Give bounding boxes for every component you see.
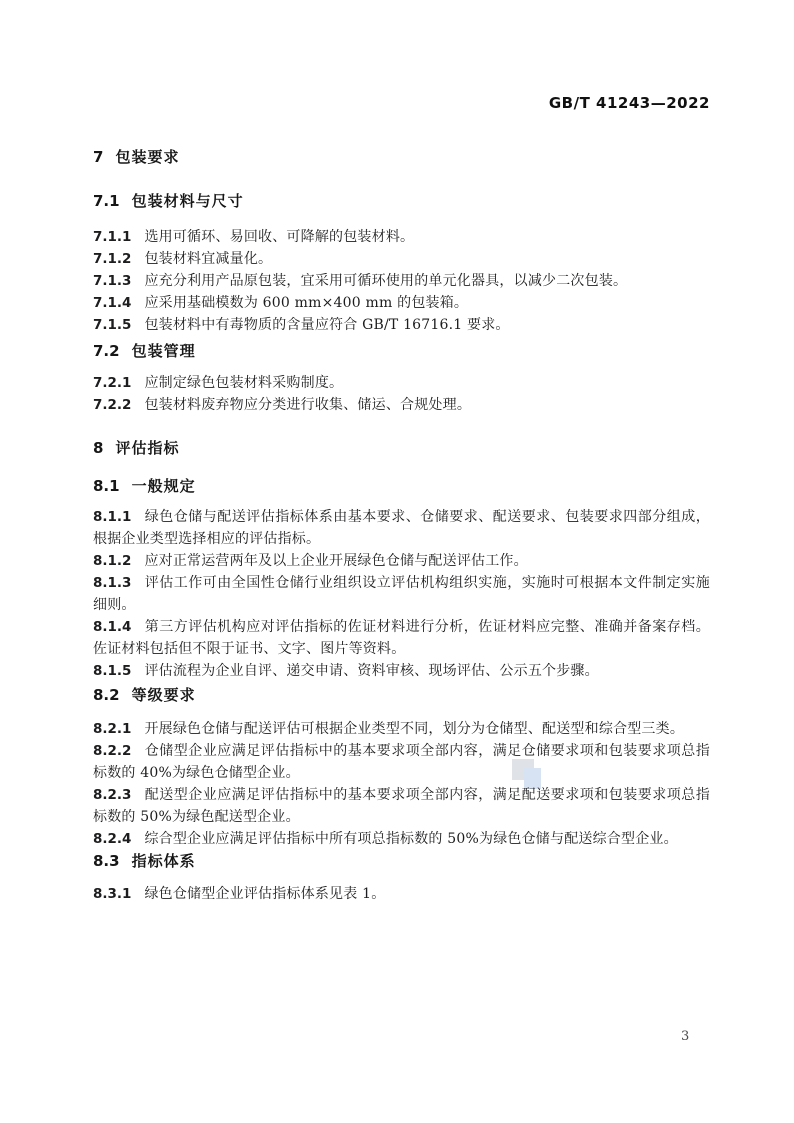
section-heading-8 — [93, 440, 710, 456]
clause-text: 开展绿色仓储与配送评估可根据企业类型不同，划分为仓储型、配送型和综合型三类。 — [144, 721, 685, 737]
section-heading-7-1 — [93, 193, 710, 209]
section-title: 包装要求 — [115, 148, 180, 166]
clause-7-2-1 — [93, 372, 710, 394]
clause-8-1-5 — [93, 660, 710, 682]
clause-7-2-2 — [93, 394, 710, 416]
section-title: 指标体系 — [131, 852, 196, 870]
section-title: 一般规定 — [131, 477, 196, 495]
section-heading-8-3 — [93, 853, 710, 869]
clause-8-3-1 — [93, 883, 710, 905]
clause-text: 仓储型企业应满足评估指标中的基本要求项全部内容，满足仓储要求项和包装要求项总指标数的 40%为绿色仓储型企业。 — [93, 743, 710, 781]
clause-text: 综合型企业应满足评估指标中所有项总指标数的 50%为绿色仓储与配送综合型企业。 — [144, 831, 678, 847]
clause-8-2-2 — [93, 740, 710, 784]
clause-text: 绿色仓储型企业评估指标体系见表 1。 — [144, 886, 386, 902]
clause-number: 8.2.1 — [93, 721, 132, 737]
clause-text: 绿色仓储与配送评估指标体系由基本要求、仓储要求、配送要求、包装要求四部分组成，根据企业类型选择相应的评估指标。 — [93, 509, 710, 547]
section-title: 包装管理 — [131, 342, 196, 360]
section-number: 8.3 — [93, 852, 120, 870]
clause-text: 应对正常运营两年及以上企业开展绿色仓储与配送评估工作。 — [144, 553, 528, 569]
clause-number: 7.1.1 — [93, 229, 132, 245]
section-number: 7.2 — [93, 342, 120, 360]
section-title: 包装材料与尺寸 — [131, 192, 244, 210]
clause-text: 包装材料废弃物应分类进行收集、储运、合规处理。 — [144, 397, 472, 413]
clause-8-1-3 — [93, 572, 710, 616]
section-number: 8 — [93, 439, 104, 457]
section-heading-8-1 — [93, 478, 710, 494]
section-heading-8-2 — [93, 687, 710, 703]
clause-number: 7.1.5 — [93, 317, 132, 333]
clause-number: 8.1.5 — [93, 663, 132, 679]
section-heading-7 — [93, 149, 710, 165]
section-heading-7-2 — [93, 343, 710, 359]
clause-number: 7.2.1 — [93, 375, 132, 391]
page-number: 3 — [681, 1029, 690, 1044]
section-number: 7.1 — [93, 192, 120, 210]
clause-7-1-2 — [93, 248, 710, 270]
section-title: 评估指标 — [115, 439, 180, 457]
clause-number: 7.1.4 — [93, 295, 132, 311]
clause-8-2-4 — [93, 828, 710, 850]
clause-number: 7.2.2 — [93, 397, 132, 413]
clause-7-1-1 — [93, 226, 710, 248]
clause-number: 8.2.3 — [93, 787, 132, 803]
clause-number: 8.1.3 — [93, 575, 132, 591]
section-number: 8.2 — [93, 686, 120, 704]
section-number: 7 — [93, 148, 104, 166]
clause-number: 8.1.1 — [93, 509, 132, 525]
clause-text: 评估工作可由全国性仓储行业组织设立评估机构组织实施，实施时可根据本文件制定实施细则。 — [93, 575, 710, 613]
clause-number: 7.1.3 — [93, 273, 132, 289]
clause-number: 7.1.2 — [93, 251, 132, 267]
clause-7-1-3 — [93, 270, 710, 292]
clause-text: 应制定绿色包装材料采购制度。 — [144, 375, 344, 391]
clause-number: 8.3.1 — [93, 886, 132, 902]
clause-8-1-4 — [93, 616, 710, 660]
clause-8-1-1 — [93, 506, 710, 550]
clause-number: 8.1.2 — [93, 553, 132, 569]
clause-text: 包装材料宜减量化。 — [144, 251, 273, 267]
clause-number: 8.2.4 — [93, 831, 132, 847]
section-number: 8.1 — [93, 477, 120, 495]
clause-7-1-4 — [93, 292, 710, 314]
clause-number: 8.1.4 — [93, 619, 132, 635]
clause-8-2-1 — [93, 718, 710, 740]
clause-text: 第三方评估机构应对评估指标的佐证材料进行分析，佐证材料应完整、准确并备案存档。佐证材料包括但不限于证书、文字、图片等资料。 — [93, 619, 710, 657]
clause-text: 包装材料中有毒物质的含量应符合 GB/T 16716.1 要求。 — [144, 317, 510, 333]
clause-text: 应采用基础模数为 600 mm×400 mm 的包装箱。 — [144, 295, 469, 311]
clause-text: 选用可循环、易回收、可降解的包装材料。 — [144, 229, 415, 245]
clause-number: 8.2.2 — [93, 743, 132, 759]
clause-text: 配送型企业应满足评估指标中的基本要求项全部内容，满足配送要求项和包装要求项总指标数的 50%为绿色配送型企业。 — [93, 787, 710, 825]
clause-7-1-5 — [93, 314, 710, 336]
clause-text: 应充分利用产品原包装，宜采用可循环使用的单元化器具，以减少二次包装。 — [144, 273, 628, 289]
standard-code-header: GB/T 41243—2022 — [548, 94, 710, 112]
clause-text: 评估流程为企业自评、递交申请、资料审核、现场评估、公示五个步骤。 — [144, 663, 599, 679]
clause-8-2-3 — [93, 784, 710, 828]
section-title: 等级要求 — [131, 686, 196, 704]
clause-8-1-2 — [93, 550, 710, 572]
